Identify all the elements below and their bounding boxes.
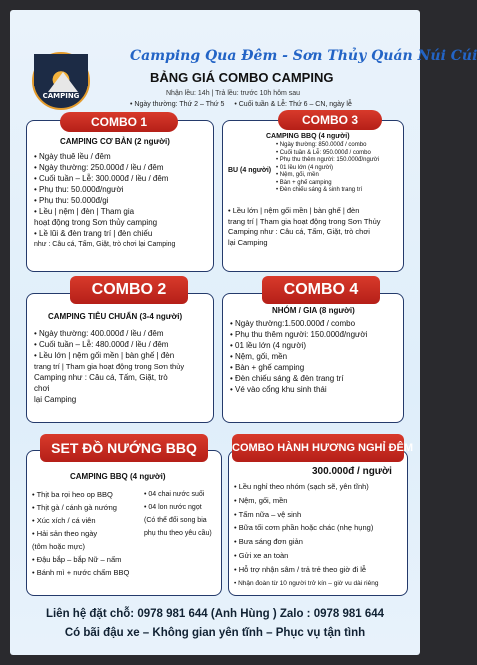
page-subtitle: BẢNG GIÁ COMBO CAMPING <box>150 70 334 85</box>
day-types <box>130 101 360 108</box>
combo4-details: • Ngày thường:1.500.000đ / combo • Phụ thu thêm người: 150.000đ/người • 01 lều lớn (4 người) • Nệm, gối, mền • Bàn + ghế camping • Đèn chiếu sáng & đèn trang trí • Vé vào cổng khu sinh thái <box>230 319 368 394</box>
bbq-food-list: • Thịt ba rọi heo op BBQ • Thịt gà / cánh gà nướng • Xúc xích / cá viên • Hải sản theo ngày (tôm hoặc mực) • Đậu bắp – bắp Nữ – nấm • Bánh mì + nước chấm BBQ <box>32 490 130 577</box>
poster <box>10 10 477 655</box>
pilgrim-details: • Lều nghỉ theo nhóm (sạch sẽ, yên tĩnh) • Nệm, gối, mền • Tấm nữa – vệ sinh • Bữa tối cơm phần hoặc chác (nhẹ hụng) • Bưa sáng đơn giản • Gửi xe an toàn • Hỗ trợ nhận sâm / trả trẻ theo giờ đi lễ • Nhận đoàn từ 10 người trở kín – giờ vu dài riêng <box>234 482 379 587</box>
combo3-details: • Ngày thường: 850.000đ / combo • Cuối tuần & Lễ: 950.000đ / combo • Phụ thu thêm người: 150.000đ/người • 01 lều lớn (4 người) • Nệm, gối, mền • Bàn + ghế camping • Đèn chiếu sáng & sinh trang trí <box>276 142 380 193</box>
checkin-info: Nhận lều: 14h | Trả lều: trước 10h hôm sau <box>166 90 301 97</box>
tent-icon <box>48 72 78 92</box>
combo1-title: CAMPING CƠ BẢN (2 người) <box>60 137 170 146</box>
combo3-tag: COMBO 3 <box>278 110 382 130</box>
combo1-details: • Ngày thuê lều / đêm • Ngày thường: 250.000đ / lều / đêm • Cuối tuần – Lễ: 300.000đ / lều / đêm • Phụ thu: 50.000đ/người • Phụ thu: 50.000đ/gi • Lều | nệm | đèn | Tham gia hoạt động trong Sơn thủy camping • Lề lũi & đèn trang trí | đèn chiếu như : Câu cá, Tấm, Giặt, trò chơi lại Camping <box>34 152 176 248</box>
camping-logo <box>32 52 90 110</box>
bbq-drink-list: • 04 chai nước suối • 04 lon nước ngọt (Có thể đổi song bia phụ thu theo yêu cầu) <box>144 491 212 537</box>
bbq-title: CAMPING BBQ (4 người) <box>70 472 166 481</box>
combo4-title: NHÓM / GIA (8 người) <box>272 306 355 315</box>
page-title: Camping Qua Đêm - Sơn Thủy Quán Núi Cúi <box>130 48 477 64</box>
logo-text: CAMPING <box>42 92 80 100</box>
combo3-title: CAMPING BBQ (4 người) <box>266 133 350 140</box>
contact-line: Liên hệ đặt chỗ: 0978 981 644 (Anh Hùng ) Zalo : 0978 981 644 <box>45 608 385 620</box>
weekend-info: • Cuối tuần & Lễ: Thứ 6 – CN, ngày lễ <box>234 101 352 108</box>
weekday-info: • Ngày thường: Thứ 2 – Thứ 5 <box>130 101 225 108</box>
pilgrim-price: 300.000đ / người <box>312 466 392 477</box>
pilgrim-tag: COMBO HÀNH HƯƠNG NGHỈ ĐÊM <box>232 434 404 462</box>
tagline: Có bãi đậu xe – Không gian yên tĩnh – Phục vụ tận tình <box>64 627 366 639</box>
combo2-title: CAMPING TIÊU CHUẨN (3-4 người) <box>48 312 183 321</box>
combo4-tag: COMBO 4 <box>262 276 380 304</box>
combo3-activities: • Lều lớn | nệm gối mền | bàn ghế | đèn trang trí | Tham gia hoạt động trong Sơn Thủy Camping như : Câu cá, Tấm, Giặt, trò chơi lại Camping <box>228 206 381 247</box>
combo3-bu-label: BU (4 người) <box>228 167 272 174</box>
combo2-details: • Ngày thường: 400.000đ / lều / đêm • Cuối tuần – Lễ: 480.000đ / lều / đêm • Lều lớn | nệm gối mền | bàn ghế | đèn trang trí | Tham gia hoạt động trong Sơn thủy Camping như : Câu cá, Tấm, Giặt, trò chơi lại Camping <box>34 329 185 404</box>
combo1-tag: COMBO 1 <box>60 112 178 132</box>
combo2-tag: COMBO 2 <box>70 276 188 304</box>
bbq-tag: SET ĐỒ NƯỚNG BBQ <box>40 434 208 462</box>
